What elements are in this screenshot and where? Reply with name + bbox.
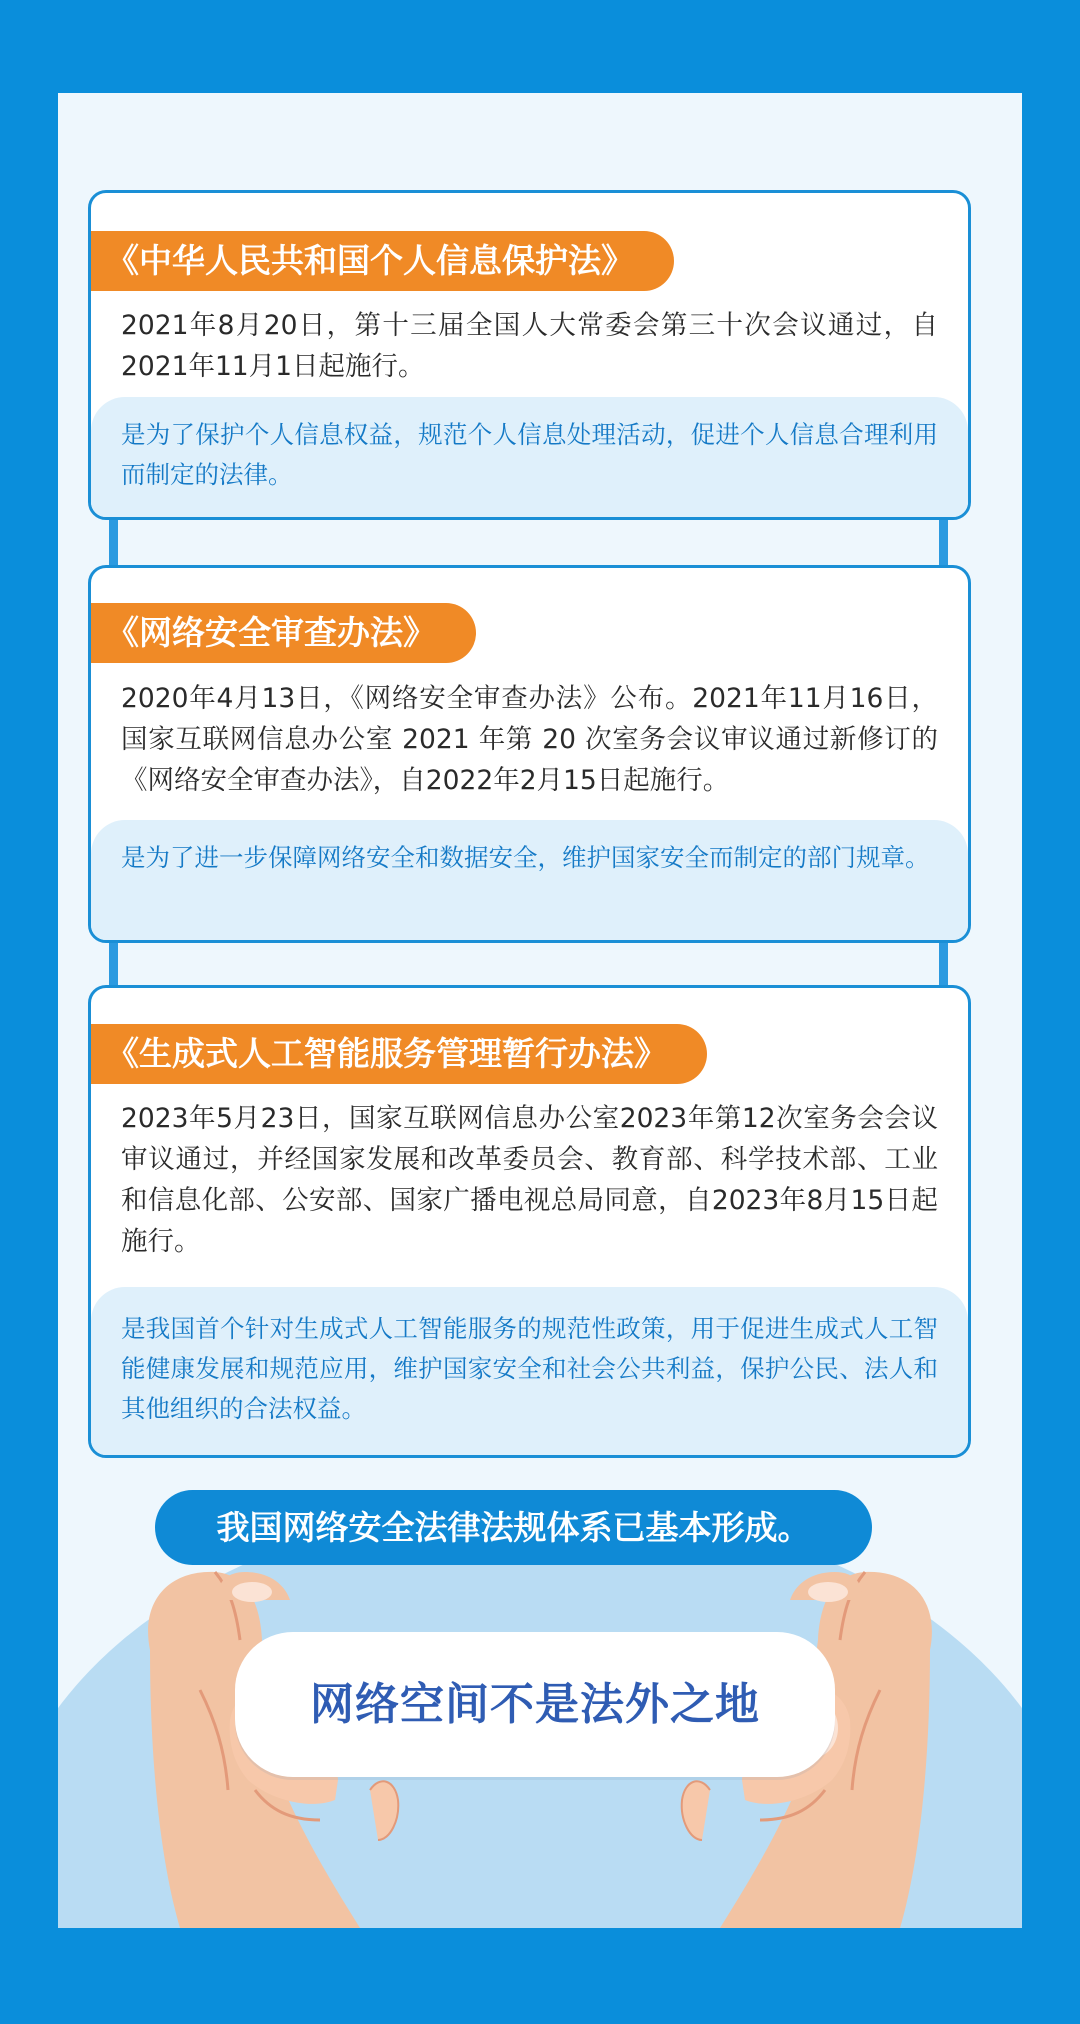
law-title-tag: 《网络安全审查办法》 [88, 603, 476, 663]
law-body-text: 2023年5月23日，国家互联网信息办公室2023年第12次室务会会议审议通过，并经国家发展和改革委员会、教育部、科学技术部、工业和信息化部、公安部、国家广播电视总局同意，自2023年8月15日起施行。 [121, 1103, 938, 1257]
law-title-tag: 《中华人民共和国个人信息保护法》 [88, 231, 674, 291]
slogan-paper: 网络空间不是法外之地 [235, 1632, 835, 1777]
law-body-text: 2020年4月13日，《网络安全审查办法》公布。2021年11月16日，国家互联网信息办公室 2021 年第 20 次室务会议审议通过新修订的《网络安全审查办法》，自2022年2月15日起施行。 [121, 683, 938, 796]
law-title-tag: 《生成式人工智能服务管理暂行办法》 [88, 1024, 707, 1084]
law-note-text: 是我国首个针对生成式人工智能服务的规范性政策，用于促进生成式人工智能健康发展和规范应用，维护国家安全和社会公共利益，保护公民、法人和其他组织的合法权益。 [121, 1314, 938, 1423]
law-note-text: 是为了保护个人信息权益，规范个人信息处理活动，促进个人信息合理利用而制定的法律。 [121, 420, 938, 489]
summary-banner: 我国网络安全法律法规体系已基本形成。 [155, 1490, 872, 1565]
law-note-text: 是为了进一步保障网络安全和数据安全，维护国家安全而制定的部门规章。 [121, 843, 930, 872]
law-body-text: 2021年8月20日，第十三届全国人大常委会第三十次会议通过，自2021年11月1日起施行。 [121, 310, 938, 382]
